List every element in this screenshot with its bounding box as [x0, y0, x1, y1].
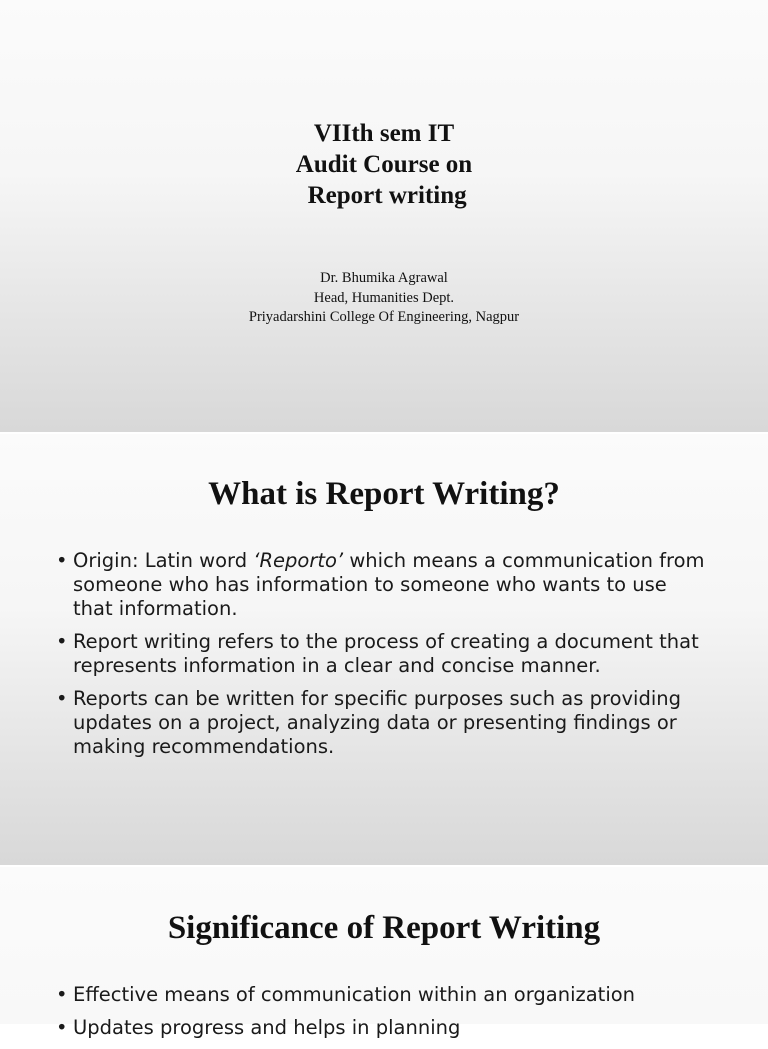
title-line-2: Audit Course on: [295, 151, 473, 178]
slide-heading: Significance of Report Writing: [167, 910, 601, 946]
slide-what-is-report-writing: [0, 434, 768, 865]
slide-title-text: [0, 118, 768, 211]
bullet-list: [56, 983, 712, 1049]
list-item: [56, 549, 712, 621]
bullet-icon: •: [56, 687, 68, 710]
bullet-text: Reports can be written for specific purposes such as providing updates on a project, analyzing data or presenting findings or making recommendations.: [73, 687, 681, 758]
slide-heading: What is Report Writing?: [208, 476, 560, 512]
title-line-1: VIIth sem IT: [313, 120, 455, 147]
bullet-text-emphasis: ‘Reporto’: [253, 549, 344, 572]
bullet-text-pre: Origin: Latin word: [73, 549, 254, 572]
bullet-icon: •: [56, 983, 68, 1006]
bullet-list: [56, 549, 712, 768]
bullet-icon: •: [56, 1016, 68, 1039]
bullet-text: Report writing refers to the process of creating a document that represents information in a clear and concise manner.: [73, 630, 699, 677]
slide-title: [0, 0, 768, 432]
author-role: Head, Humanities Dept.: [313, 289, 455, 306]
bullet-icon: •: [56, 630, 68, 653]
bullet-text: Effective means of communication within an organization: [73, 983, 636, 1006]
list-item: [56, 687, 712, 759]
author-name: Dr. Bhumika Agrawal: [320, 270, 448, 286]
list-item: [56, 1016, 712, 1040]
author-institution: Priyadarshini College Of Engineering, Nagpur: [248, 309, 520, 325]
bullet-text-post: which means a communication from someone who has information to someone who wants to use that information.: [73, 549, 705, 620]
bullet-text: Updates progress and helps in planning: [73, 1016, 461, 1039]
list-item: [56, 630, 712, 678]
bullet-icon: •: [56, 549, 68, 572]
title-line-3: Report writing: [301, 182, 467, 209]
author-info: [0, 269, 768, 328]
slide-significance: [0, 867, 768, 1039]
list-item: [56, 983, 712, 1007]
